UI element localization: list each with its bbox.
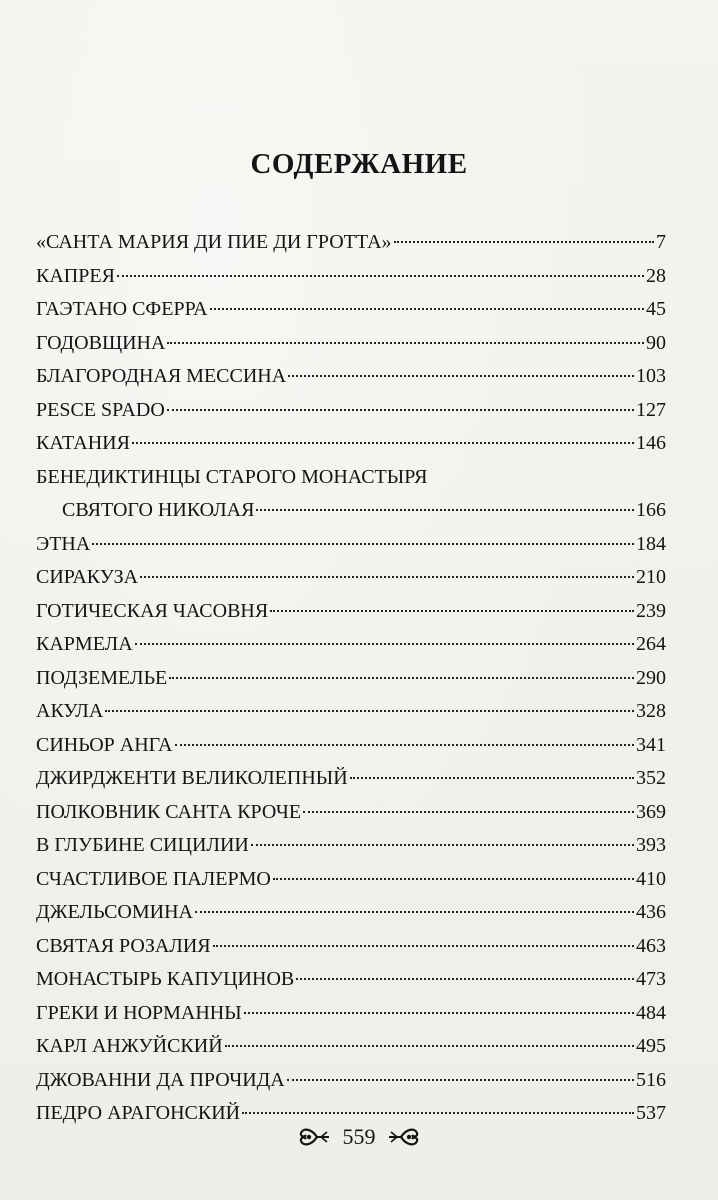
toc-entry-title: ГРЕКИ И НОРМАННЫ xyxy=(36,1001,242,1024)
leader-dots xyxy=(296,976,634,980)
fleuron-right-icon xyxy=(387,1124,421,1150)
leader-dots xyxy=(350,775,634,779)
leader-dots xyxy=(273,876,634,880)
toc-entry xyxy=(36,260,666,294)
toc-entry-title: ГОДОВЩИНА xyxy=(36,331,166,354)
table-of-contents xyxy=(36,226,666,1131)
toc-entry-page: 45 xyxy=(646,298,666,320)
toc-entry-title: КАРМЕЛА xyxy=(36,633,133,655)
toc-entry xyxy=(36,829,666,863)
toc-entry xyxy=(36,796,666,830)
leader-dots xyxy=(135,641,634,645)
leader-dots xyxy=(140,574,634,578)
toc-entry-title: СИНЬОР АНГА xyxy=(36,733,173,756)
toc-entry-title: КАТАНИЯ xyxy=(36,432,130,454)
toc-entry xyxy=(36,963,666,997)
toc-entry-title: БЛАГОРОДНАЯ МЕССИНА xyxy=(36,365,287,387)
toc-entry-page: 341 xyxy=(636,733,666,756)
toc-entry xyxy=(36,930,666,964)
toc-entry-title: КАРЛ АНЖУЙСКИЙ xyxy=(36,1035,223,1057)
leader-dots xyxy=(92,541,634,545)
leader-dots xyxy=(394,239,654,243)
toc-entry xyxy=(36,394,666,428)
toc-entry xyxy=(36,595,666,629)
toc-entry-page: 184 xyxy=(636,532,666,555)
toc-entry xyxy=(36,528,666,562)
toc-entry xyxy=(36,662,666,696)
page-number: 559 xyxy=(342,1123,376,1149)
page-footer xyxy=(0,1122,718,1150)
leader-dots xyxy=(210,306,644,310)
toc-entry-page: 473 xyxy=(636,968,666,990)
toc-entry-first-line xyxy=(36,461,666,495)
toc-entry-title: СВЯТАЯ РОЗАЛИЯ xyxy=(36,934,211,957)
leader-dots xyxy=(105,708,634,712)
toc-entry-page: 369 xyxy=(636,800,666,823)
toc-entry-page: 516 xyxy=(636,1068,666,1091)
toc-entry-title: PESCE SPADO xyxy=(36,398,165,421)
leader-dots xyxy=(251,842,634,846)
toc-entry xyxy=(36,561,666,595)
toc-entry-page: 290 xyxy=(636,666,666,689)
toc-entry xyxy=(36,360,666,394)
leader-dots xyxy=(288,373,634,377)
toc-entry xyxy=(36,997,666,1031)
toc-entry-title: ПЕДРО АРАГОНСКИЙ xyxy=(36,1102,241,1124)
toc-entry-page: 393 xyxy=(636,834,666,856)
toc-entry xyxy=(36,427,666,461)
toc-entry-page: 328 xyxy=(636,700,666,722)
leader-dots xyxy=(213,943,634,947)
toc-entry-page: 239 xyxy=(636,599,666,622)
toc-entry-title: ДЖЕЛЬСОМИНА xyxy=(36,901,193,923)
toc-entry xyxy=(36,1064,666,1098)
toc-entry-title: СЧАСТЛИВОЕ ПАЛЕРМО xyxy=(36,867,271,890)
leader-dots xyxy=(195,909,634,913)
toc-entry-title: БЕНЕДИКТИНЦЫ СТАРОГО МОНАСТЫРЯ xyxy=(36,465,428,488)
toc-entry xyxy=(36,327,666,361)
toc-entry-page: 352 xyxy=(636,767,666,789)
toc-entry-page: 484 xyxy=(636,1001,666,1024)
toc-entry-page: 90 xyxy=(646,331,666,354)
leader-dots xyxy=(167,340,644,344)
toc-entry-title: ЭТНА xyxy=(36,532,91,555)
toc-entry-title: ГАЭТАНО СФЕРРА xyxy=(36,298,208,320)
toc-entry-title: «САНТА МАРИЯ ДИ ПИЕ ДИ ГРОТТА» xyxy=(36,231,392,253)
toc-entry-page: 166 xyxy=(636,499,666,521)
leader-dots xyxy=(256,507,634,511)
toc-entry xyxy=(36,896,666,930)
toc-entry-page: 436 xyxy=(636,901,666,923)
toc-entry-title: В ГЛУБИНЕ СИЦИЛИИ xyxy=(36,834,249,856)
toc-entry-title: ДЖИРДЖЕНТИ ВЕЛИКОЛЕПНЫЙ xyxy=(36,767,348,789)
leader-dots xyxy=(117,273,644,277)
leader-dots xyxy=(270,608,634,612)
page-title: СОДЕРЖАНИЕ xyxy=(250,148,468,180)
leader-dots xyxy=(132,440,634,444)
toc-entry xyxy=(36,293,666,327)
toc-entry xyxy=(36,628,666,662)
leader-dots xyxy=(167,407,634,411)
toc-entry-title: ПОДЗЕМЕЛЬЕ xyxy=(36,666,168,689)
toc-entry-page: 127 xyxy=(636,398,666,421)
toc-entry xyxy=(36,1030,666,1064)
toc-entry xyxy=(36,695,666,729)
toc-entry-title: АКУЛА xyxy=(36,700,104,722)
toc-entry-title: КАПРЕЯ xyxy=(36,264,115,287)
toc-entry-page: 463 xyxy=(636,934,666,957)
leader-dots xyxy=(225,1043,634,1047)
leader-dots xyxy=(242,1110,634,1114)
toc-entry xyxy=(36,226,666,260)
toc-entry-title: СИРАКУЗА xyxy=(36,566,139,588)
toc-entry-page: 264 xyxy=(636,633,666,655)
toc-entry xyxy=(36,729,666,763)
toc-entry xyxy=(36,762,666,796)
toc-entry-title: ГОТИЧЕСКАЯ ЧАСОВНЯ xyxy=(36,599,269,622)
toc-entry-title: СВЯТОГО НИКОЛАЯ xyxy=(62,499,255,521)
fleuron-left-icon xyxy=(297,1124,331,1150)
toc-entry-title: ПОЛКОВНИК САНТА КРОЧЕ xyxy=(36,800,302,823)
toc-entry-title: МОНАСТЫРЬ КАПУЦИНОВ xyxy=(36,968,295,990)
leader-dots xyxy=(169,675,634,679)
leader-dots xyxy=(287,1077,634,1081)
leader-dots xyxy=(244,1010,634,1014)
leader-dots xyxy=(175,742,635,746)
toc-entry-continuation xyxy=(36,494,666,528)
toc-entry-page: 146 xyxy=(636,432,666,454)
toc-entry-page: 7 xyxy=(656,231,666,253)
toc-entry-page: 410 xyxy=(636,867,666,890)
toc-entry xyxy=(36,863,666,897)
toc-entry-title: ДЖОВАННИ ДА ПРОЧИДА xyxy=(36,1068,285,1091)
leader-dots xyxy=(303,809,634,813)
toc-entry-page: 103 xyxy=(636,365,666,387)
toc-entry-page: 537 xyxy=(636,1102,666,1124)
toc-entry-page: 210 xyxy=(636,566,666,588)
toc-entry-page: 495 xyxy=(636,1035,666,1057)
toc-entry-page: 28 xyxy=(646,264,666,287)
